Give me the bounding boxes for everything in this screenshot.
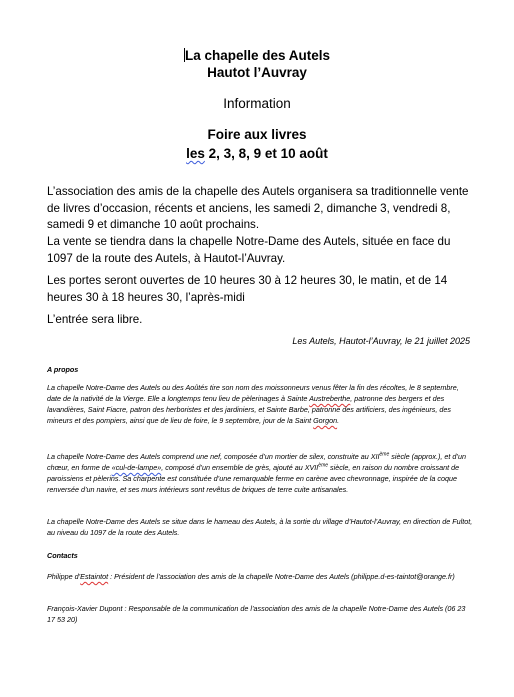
about-p2-text-b: siècle (approx.), et d’un chœur, en forme de	[47, 452, 466, 472]
dates-prefix: les	[186, 146, 205, 161]
about-paragraph-1	[47, 382, 473, 426]
about-p2-grammar: «cul-de-lampe»	[111, 463, 162, 472]
fair-dates	[0, 145, 514, 162]
about-p1-text-b: , patronne des bergers et des lavandières, Saint Fiacre, patron des herboristes et des jardiniers, et Sainte Barbe, patronne des artificiers, des ingénieurs, des mineurs et des pompiers, ainsi que de lieu de foire, le 9 septembre, jour de la Saint	[47, 394, 451, 425]
fair-title: Foire aux livres	[207, 127, 307, 142]
document-subtitle: Hautot l’Auvray	[207, 65, 307, 80]
information-heading: Information	[223, 96, 291, 111]
about-p2-sup-1: ème	[379, 451, 390, 458]
about-p2-text-d: siècle, en raison du nombre croissant de paroissiens et pèlerins. Sa charpente est constituée d’une remarquable ferme en carène avec chevronnage, inspirée de la coque renversée d’un navire, et ses murs intérieurs sont revêtus de briques de terre cuite artisanales.	[47, 463, 460, 494]
about-p1-text-a: La chapelle Notre-Dame des Autels ou des Aoûtés tire son nom des moissonneurs venus fêter la fin des récoltes, le 8 septembre, date de la nativité de la Vierge. Elle a longtemps tenu lieu de pèlerinages à Sainte	[47, 383, 459, 403]
contacts-heading: Contacts	[47, 551, 78, 560]
about-p1-text-c: .	[337, 416, 340, 425]
signature-line: Les Autels, Hautot-l’Auvray, le 21 juillet 2025	[292, 336, 470, 346]
title-first-letter: L	[184, 48, 194, 63]
body-paragraph-2: La vente se tiendra dans la chapelle Notre-Dame des Autels, située en face du 1097 de la route des Autels, à Hautot-l’Auvray.	[47, 235, 451, 265]
about-p2-sup-2: ème	[318, 462, 329, 469]
dates-rest: 2, 3, 8, 9 et 10 août	[204, 146, 328, 161]
about-paragraph-3: La chapelle Notre-Dame des Autels se situe dans le hameau des Autels, à la sortie du village d’Hautot-l’Auvray, en direction de Fultot, au niveau du 1097 de la route des Autels.	[47, 517, 473, 537]
contact-1-text-a: Philippe d’	[47, 572, 81, 581]
document-title	[0, 47, 514, 64]
about-p2-text-a: La chapelle Notre-Dame des Autels comprend une nef, composée d’un mortier de silex, construite au XII	[47, 452, 380, 461]
contact-1-text-b: : Président de l’association des amis de la chapelle Notre-Dame des Autels (philippe.d-es-taintot@orange.fr)	[108, 572, 455, 581]
contact-1-spell: Estaintot	[80, 572, 109, 581]
contact-2: François-Xavier Dupont : Responsable de la communication de l’association des amis de la chapelle Notre-Dame des Autels (06 23 17 53 20)	[47, 604, 466, 624]
body-paragraph-3: Les portes seront ouvertes de 10 heures 30 à 12 heures 30, le matin, et de 14 heures 30 à 18 heures 30, l’après-midi	[47, 274, 448, 304]
about-heading: A propos	[47, 365, 79, 374]
contact-1	[47, 571, 473, 582]
body-paragraph-4: L’entrée sera libre.	[47, 313, 143, 326]
about-p1-spell-2: Gorgon	[313, 416, 338, 425]
about-paragraph-2	[47, 451, 473, 495]
title-line-1: a chapelle des Autels	[193, 48, 331, 63]
body-paragraph-1: L’association des amis de la chapelle des Autels organisera sa traditionnelle vente de livres d’occasion, récents et anciens, les samedi 2, dimanche 3, vendredi 8, samedi 9 et dimanche 10 août prochains.	[47, 185, 469, 231]
about-p1-spell-1: Austreberthe	[309, 394, 351, 403]
about-p2-text-c: , composé d’un ensemble de grès, ajouté au XVII	[161, 463, 319, 472]
